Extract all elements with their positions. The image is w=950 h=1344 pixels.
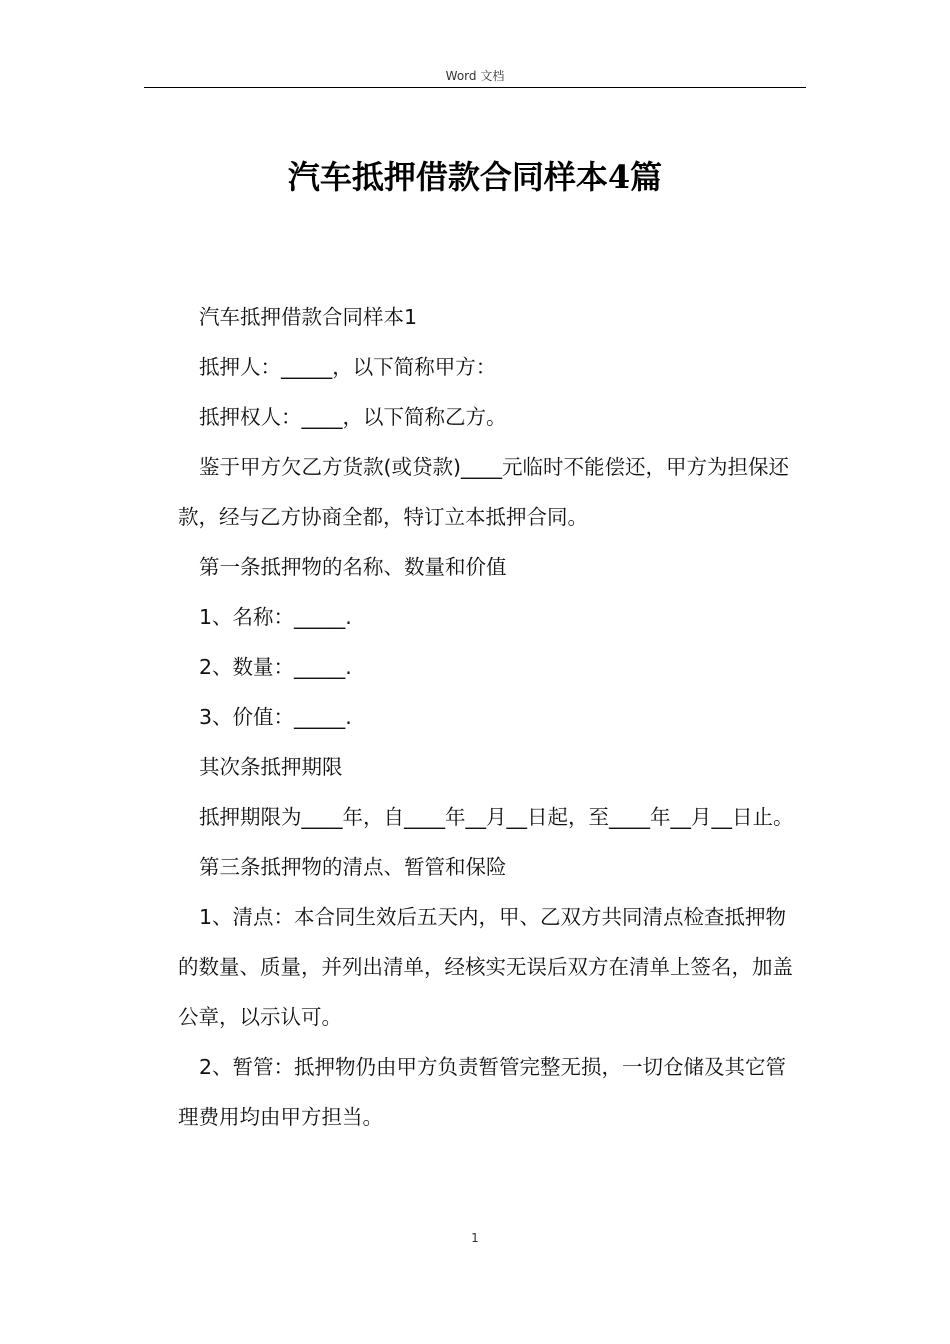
header-divider bbox=[144, 87, 806, 88]
paragraph-item-name: 1、名称：_____. bbox=[199, 605, 352, 629]
paragraph-item-value: 3、价值：_____. bbox=[199, 705, 352, 729]
page-header-label: Word 文档 bbox=[445, 69, 505, 83]
paragraph-article-2-heading: 其次条抵押期限 bbox=[199, 755, 343, 779]
paragraph-mortgagor: 抵押人：_____，以下简称甲方： bbox=[199, 355, 497, 379]
document-title: 汽车抵押借款合同样本4篇 bbox=[287, 158, 663, 196]
paragraph-contract-heading: 汽车抵押借款合同样本1 bbox=[199, 305, 418, 329]
paragraph-inventory-check: 1、清点：本合同生效后五天内，甲、乙双方共同清点检查抵押物的数量、质量，并列出清单，经核实无误后双方在清单上签名，加盖公章，以示认可。 bbox=[178, 905, 793, 1029]
paragraph-mortgagee: 抵押权人：____，以下简称乙方。 bbox=[199, 405, 507, 429]
page-number: 1 bbox=[471, 1231, 479, 1245]
paragraph-custody: 2、暂管：抵押物仍由甲方负责暂管完整无损，一切仓储及其它管理费用均由甲方担当。 bbox=[178, 1055, 787, 1129]
paragraph-article-1-heading: 第一条抵押物的名称、数量和价值 bbox=[199, 555, 507, 579]
paragraph-article-3-heading: 第三条抵押物的清点、暂管和保险 bbox=[199, 855, 507, 879]
paragraph-item-quantity: 2、数量：_____. bbox=[199, 655, 352, 679]
document-body bbox=[178, 292, 804, 1142]
paragraph-mortgage-term: 抵押期限为____年，自____年__月__日起，至____年__月__日止。 bbox=[199, 805, 794, 829]
paragraph-preamble: 鉴于甲方欠乙方货款(或贷款)____元临时不能偿还，甲方为担保还款，经与乙方协商全都，特订立本抵押合同。 bbox=[178, 455, 789, 529]
